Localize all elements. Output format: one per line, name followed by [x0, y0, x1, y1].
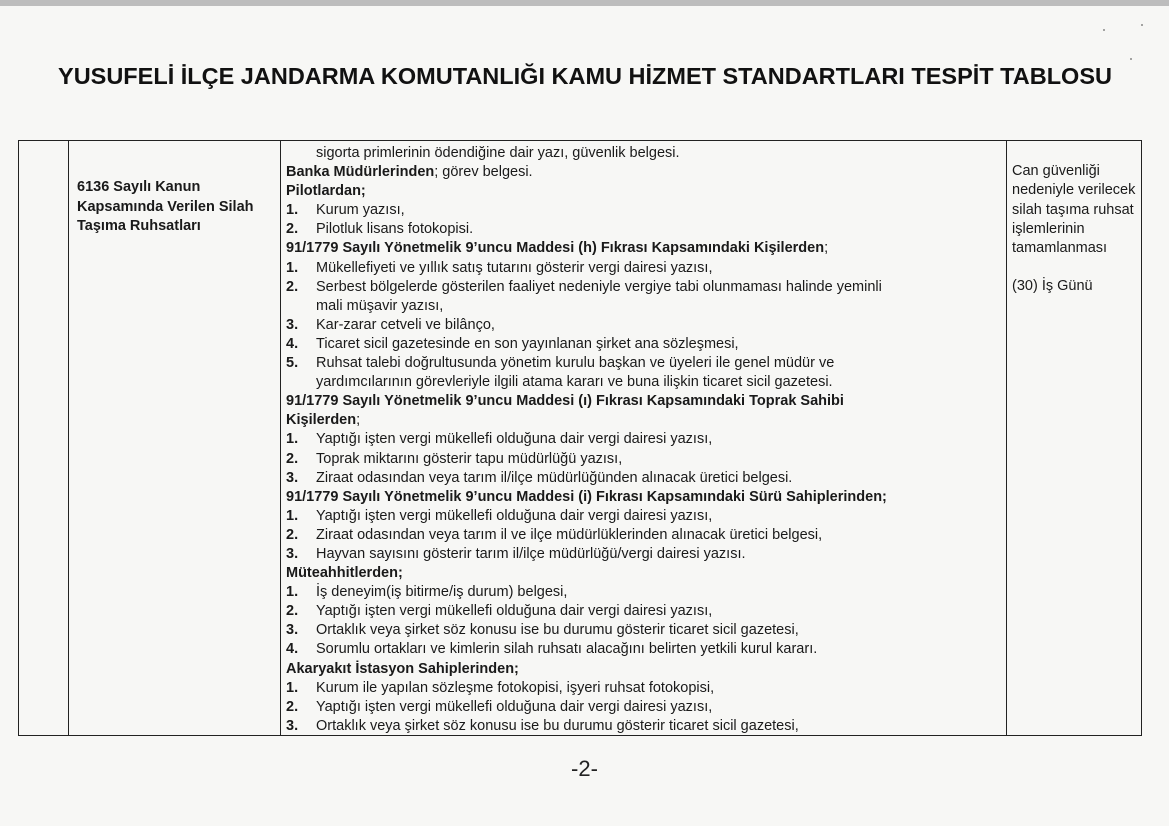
- list-item: 2. Ziraat odasından veya tarım il ve ilçe müdürlüklerinden alınacak üretici belgesi,: [286, 526, 823, 543]
- section-heading-contractors: Müteahhitlerden;: [286, 565, 403, 582]
- section-heading-bank: Banka Müdürlerinden; görev belgesi.: [286, 164, 533, 181]
- section-heading-i-land-cont: Kişilerden;: [286, 412, 361, 429]
- list-item: 4. Ticaret sicil gazetesinde en son yayınlanan şirket ana sözleşmesi,: [286, 335, 739, 352]
- list-item-continuation: mali müşavir yazısı,: [316, 297, 444, 314]
- list-item: 1. Mükellefiyeti ve yıllık satış tutarını gösterir vergi dairesi yazısı,: [286, 259, 713, 276]
- page-number: -2-: [571, 756, 598, 781]
- list-item: 2. Serbest bölgelerde gösterilen faaliyet nedeniyle vergiye tabi olunmaması halinde yeminli: [286, 278, 882, 295]
- required-documents-cell: [286, 144, 1001, 736]
- list-item: 1. İş deneyim(iş bitirme/iş durum) belgesi,: [286, 584, 568, 601]
- scan-speck: [1130, 58, 1132, 60]
- list-item: 1. Yaptığı işten vergi mükellefi olduğuna dair vergi dairesi yazısı,: [286, 431, 713, 448]
- list-item: 3. Ortaklık veya şirket söz konusu ise bu durumu gösterir ticaret sicil gazetesi,: [286, 717, 799, 734]
- section-heading-fuel-stations: Akaryakıt İstasyon Sahiplerinden;: [286, 660, 519, 677]
- list-item: 4. Sorumlu ortakları ve kimlerin silah ruhsatı alacağını belirten yetkili kurul kararı.: [286, 641, 818, 658]
- completion-description: Can güvenliği nedeniyle verilecek silah taşıma ruhsat işlemlerinin tamamlanması: [1012, 163, 1136, 257]
- list-item: 2. Yaptığı işten vergi mükellefi olduğuna dair vergi dairesi yazısı,: [286, 603, 713, 620]
- list-item: 3. Ziraat odasından veya tarım il/ilçe müdürlüğünden alınacak üretici belgesi.: [286, 469, 793, 486]
- list-item: 1. Kurum yazısı,: [286, 202, 405, 219]
- completion-time-cell: [1012, 162, 1137, 297]
- completion-time: (30) İş Günü: [1012, 278, 1093, 295]
- column-divider: [1006, 141, 1007, 735]
- document-title: YUSUFELİ İLÇE JANDARMA KOMUTANLIĞI KAMU HİZMET STANDARTLARI TESPİT TABLOSU: [58, 63, 1112, 89]
- list-item: 1. Kurum ile yapılan sözleşme fotokopisi, işyeri ruhsat fotokopisi,: [286, 679, 715, 696]
- list-item: 5. Ruhsat talebi doğrultusunda yönetim kurulu başkan ve üyeleri ile genel müdür ve: [286, 355, 835, 372]
- list-item: 2. Yaptığı işten vergi mükellefi olduğuna dair vergi dairesi yazısı,: [286, 698, 713, 715]
- column-divider: [280, 141, 281, 735]
- list-item: 3. Ortaklık veya şirket söz konusu ise bu durumu gösterir ticaret sicil gazetesi,: [286, 622, 799, 639]
- list-item: 2. Pilotluk lisans fotokopisi.: [286, 221, 474, 238]
- section-heading-pilots: Pilotlardan;: [286, 183, 366, 200]
- list-item: 3. Hayvan sayısını gösterir tarım il/ilçe müdürlüğü/vergi dairesi yazısı.: [286, 545, 746, 562]
- section-heading-h: 91/1779 Sayılı Yönetmelik 9’uncu Maddesi (h) Fıkrası Kapsamındaki Kişilerden;: [286, 240, 829, 257]
- column-divider: [68, 141, 69, 735]
- service-name-cell: 6136 Sayılı Kanun Kapsamında Verilen Silah Taşıma Ruhsatları: [77, 179, 254, 234]
- list-item: 2. Toprak miktarını gösterir tapu müdürlüğü yazısı,: [286, 450, 623, 467]
- list-item: 1. Yaptığı işten vergi mükellefi olduğuna dair vergi dairesi yazısı,: [286, 507, 713, 524]
- scan-speck: [1141, 24, 1143, 26]
- section-heading-herd: 91/1779 Sayılı Yönetmelik 9’uncu Maddesi (i) Fıkrası Kapsamındaki Sürü Sahiplerinden;: [286, 488, 887, 505]
- scan-top-edge: [0, 0, 1169, 6]
- standards-table: [18, 140, 1142, 736]
- list-item: 3. Kar-zarar cetveli ve bilânço,: [286, 316, 495, 333]
- list-item-continuation: yardımcılarının görevleriyle ilgili atama kararı ve buna ilişkin ticaret sicil gazetesi.: [316, 374, 833, 391]
- requirement-text: sigorta primlerinin ödendiğine dair yazı, güvenlik belgesi.: [316, 145, 680, 161]
- section-heading-i-land: 91/1779 Sayılı Yönetmelik 9’uncu Maddesi (ı) Fıkrası Kapsamındaki Toprak Sahibi: [286, 393, 844, 410]
- scan-speck: [1103, 29, 1105, 31]
